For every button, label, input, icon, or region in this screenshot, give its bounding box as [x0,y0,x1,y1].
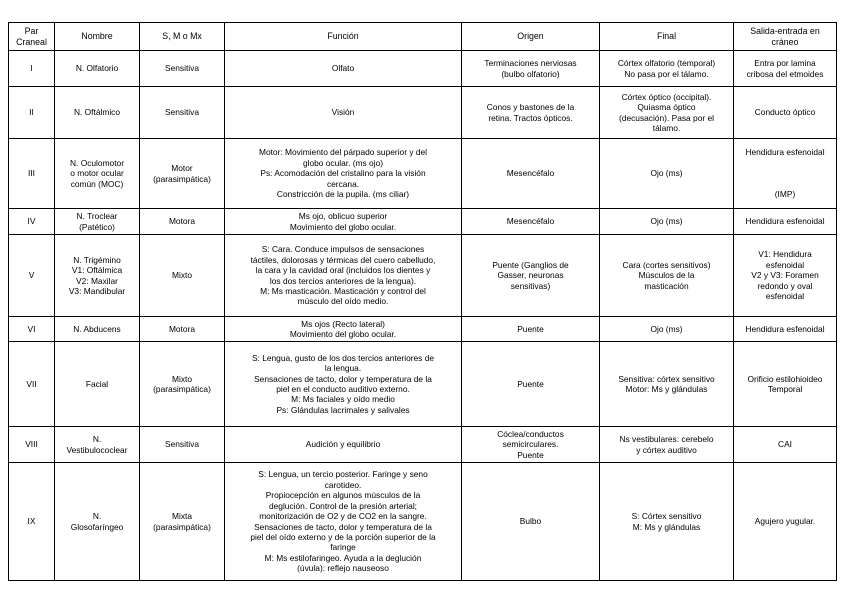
cranial-nerves-document [8,22,837,581]
table-row [9,342,837,427]
cell-final: Córtex olfatorio (temporal) No pasa por el tálamo. [600,51,734,87]
cell-funcion: Visión [225,87,462,139]
header-final: Final [600,23,734,51]
cell-origen: Bulbo [462,463,600,581]
cell-funcion: Audición y equilibrio [225,427,462,463]
cell-par: IV [9,209,55,235]
cell-par: III [9,139,55,209]
table-row [9,235,837,317]
cell-tipo: Mixto [140,235,225,317]
header-nombre: Nombre [55,23,140,51]
cell-funcion: Motor: Movimiento del párpado superior y del globo ocular. (ms ojo) Ps: Acomodación del cristalino para la visión cercana. Constricción de la pupila. (ms ciliar) [225,139,462,209]
cell-par: II [9,87,55,139]
cell-salida: Hendidura esfenoidal [734,317,837,342]
cell-funcion: S: Lengua, un tercio posterior. Faringe y seno carotideo. Propiocepción en algunos músculos de la deglución. Control de la presión arterial; monitorización de O2 y de CO2 en la sangre. Sensaciones de tacto, dolor y temperatura de la piel del oído externo y de la porción superior de la faringe M: Ms estilofaringeo. Ayuda a la deglución (úvula): reflejo nauseoso [225,463,462,581]
cell-funcion: Ms ojo, oblicuo superior Movimiento del globo ocular. [225,209,462,235]
table-row [9,427,837,463]
cell-salida: CAI [734,427,837,463]
cell-tipo: Motor (parasimpática) [140,139,225,209]
table-row [9,51,837,87]
cell-nombre: Facial [55,342,140,427]
table-row [9,463,837,581]
cell-tipo: Sensitiva [140,427,225,463]
header-row [9,23,837,51]
cell-tipo: Motora [140,209,225,235]
cell-nombre: N. Trigémino V1: Oftálmica V2: Maxilar V3: Mandibular [55,235,140,317]
cell-origen: Terminaciones nerviosas (bulbo olfatorio) [462,51,600,87]
cell-final: Ojo (ms) [600,317,734,342]
cell-funcion: Ms ojos (Recto lateral) Movimiento del globo ocular. [225,317,462,342]
cell-salida: Conducto óptico [734,87,837,139]
cell-salida: Agujero yugular. [734,463,837,581]
cell-origen: Conos y bastones de la retina. Tractos ópticos. [462,87,600,139]
cell-tipo: Mixta (parasimpática) [140,463,225,581]
table-row [9,139,837,209]
cell-final: Córtex óptico (occipital). Quiasma óptico (decusación). Pasa por el tálamo. [600,87,734,139]
cell-nombre: N. Oculomotor o motor ocular común (MOC) [55,139,140,209]
cell-salida: V1: Hendidura esfenoidal V2 y V3: Foramen redondo y oval esfenoidal [734,235,837,317]
cranial-nerves-table [8,22,837,581]
header-funcion: Función [225,23,462,51]
header-tipo: S, M o Mx [140,23,225,51]
table-row [9,209,837,235]
cell-par: VI [9,317,55,342]
cell-par: IX [9,463,55,581]
cell-salida: Entra por lamina cribosa del etmoides [734,51,837,87]
cell-final: Ojo (ms) [600,139,734,209]
cell-nombre: N. Oftálmico [55,87,140,139]
header-origen: Origen [462,23,600,51]
cell-tipo: Mixto (parasimpática) [140,342,225,427]
cell-final: S: Córtex sensitivo M: Ms y glándulas [600,463,734,581]
cell-origen: Puente (Ganglios de Gasser, neuronas sensitivas) [462,235,600,317]
cell-final: Sensitiva: córtex sensitivo Motor: Ms y glándulas [600,342,734,427]
cell-nombre: N. Vestibulococlear [55,427,140,463]
cell-par: VIII [9,427,55,463]
cell-salida: Orificio estilohioideo Temporal [734,342,837,427]
cell-nombre: N. Troclear (Patético) [55,209,140,235]
table-row [9,317,837,342]
cell-origen: Puente [462,317,600,342]
cell-nombre: N. Olfatorio [55,51,140,87]
cell-tipo: Sensitiva [140,87,225,139]
table-row [9,87,837,139]
cell-funcion: S: Lengua, gusto de los dos tercios anteriores de la lengua. Sensaciones de tacto, dolor y temperatura de la piel en el conducto auditivo externo. M: Ms faciales y oído medio Ps: Glándulas lacrimales y salivales [225,342,462,427]
cell-par: VII [9,342,55,427]
cell-par: V [9,235,55,317]
cell-final: Cara (cortes sensitivos) Músculos de la masticación [600,235,734,317]
cell-nombre: N. Glosofaríngeo [55,463,140,581]
cell-nombre: N. Abducens [55,317,140,342]
cell-funcion: S: Cara. Conduce impulsos de sensaciones táctiles, dolorosas y térmicas del cuero cabelludo, la cara y la cavidad oral (incluidos los dientes y los dos tercios anteriores de la lengua). M: Ms masticación. Masticación y control del músculo del oído medio. [225,235,462,317]
cell-funcion: Olfato [225,51,462,87]
cell-tipo: Sensitiva [140,51,225,87]
cell-tipo: Motora [140,317,225,342]
cell-salida: Hendidura esfenoidal [734,209,837,235]
cell-par: I [9,51,55,87]
cell-origen: Mesencéfalo [462,209,600,235]
cell-salida: Hendidura esfenoidal (IMP) [734,139,837,209]
cell-origen: Cóclea/conductos semicirculares. Puente [462,427,600,463]
cell-origen: Mesencéfalo [462,139,600,209]
cell-final: Ojo (ms) [600,209,734,235]
cell-origen: Puente [462,342,600,427]
header-par-craneal: Par Craneal [9,23,55,51]
cell-final: Ns vestibulares: cerebelo y córtex auditivo [600,427,734,463]
header-salida-entrada: Salida-entrada en cráneo [734,23,837,51]
